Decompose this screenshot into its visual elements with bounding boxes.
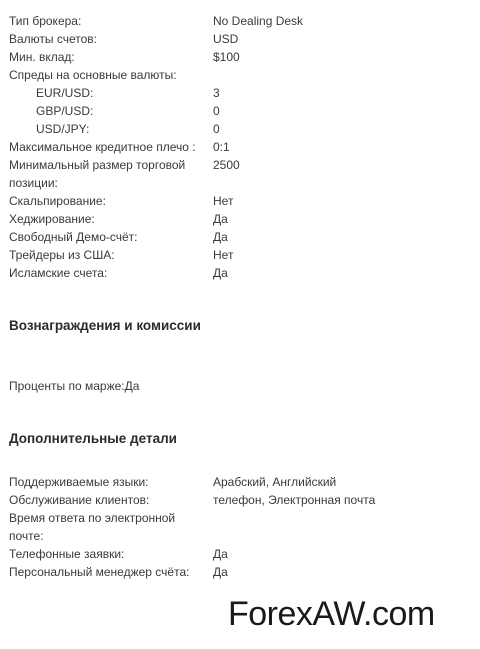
detail-label-email-response-2: почте: [9, 529, 44, 543]
section-title-details: Дополнительные детали [9, 431, 177, 446]
detail-value-support: телефон, Электронная почта [213, 493, 376, 507]
section-title-rewards: Вознаграждения и комиссии [9, 318, 201, 333]
spec-value-eurusd: 3 [213, 86, 220, 100]
spec-value-us-traders: Нет [213, 248, 234, 262]
detail-value-personal-manager: Да [213, 565, 228, 579]
spec-label-account-currency: Валюты счетов: [9, 32, 98, 46]
spec-label-min-position-2: позиции: [9, 176, 58, 190]
spec-label-spreads: Спреды на основные валюты: [9, 68, 177, 82]
spec-value-max-leverage: 0:1 [213, 140, 230, 154]
spec-label-eurusd: EUR/USD: [36, 86, 94, 100]
spec-value-demo: Да [213, 230, 228, 244]
detail-label-languages: Поддерживаемые языки: [9, 475, 149, 489]
spec-label-broker-type: Тип брокера: [9, 14, 82, 28]
spec-value-hedging: Да [213, 212, 228, 226]
spec-value-gbpusd: 0 [213, 104, 220, 118]
spec-value-min-position: 2500 [213, 158, 240, 172]
spec-label-min-deposit: Мин. вклад: [9, 50, 75, 64]
detail-value-languages: Арабский, Английский [213, 475, 337, 489]
detail-label-support: Обслуживание клиентов: [9, 493, 150, 507]
detail-label-email-response: Время ответа по электронной [9, 511, 176, 525]
spec-label-demo: Свободный Демо-счёт: [9, 230, 138, 244]
spec-label-gbpusd: GBP/USD: [36, 104, 94, 118]
detail-label-phone-orders: Телефонные заявки: [9, 547, 125, 561]
spec-value-usdjpy: 0 [213, 122, 220, 136]
detail-label-personal-manager: Персональный менеджер счёта: [9, 565, 190, 579]
margin-interest-text: Проценты по марже:Да [9, 379, 140, 393]
spec-label-min-position: Минимальный размер торговой [9, 158, 186, 172]
spec-label-islamic: Исламские счета: [9, 266, 108, 280]
spec-label-max-leverage: Максимальное кредитное плечо : [9, 140, 196, 154]
spec-label-hedging: Хеджирование: [9, 212, 95, 226]
spec-value-account-currency: USD [213, 32, 239, 46]
spec-value-islamic: Да [213, 266, 228, 280]
spec-label-scalping: Скальпирование: [9, 194, 106, 208]
spec-value-min-deposit: $100 [213, 50, 240, 64]
watermark-logo: ForexAW.com [228, 595, 435, 633]
detail-value-phone-orders: Да [213, 547, 228, 561]
spec-value-broker-type: No Dealing Desk [213, 14, 304, 28]
spec-label-us-traders: Трейдеры из США: [9, 248, 115, 262]
spec-label-usdjpy: USD/JPY: [36, 122, 90, 136]
spec-value-scalping: Нет [213, 194, 234, 208]
